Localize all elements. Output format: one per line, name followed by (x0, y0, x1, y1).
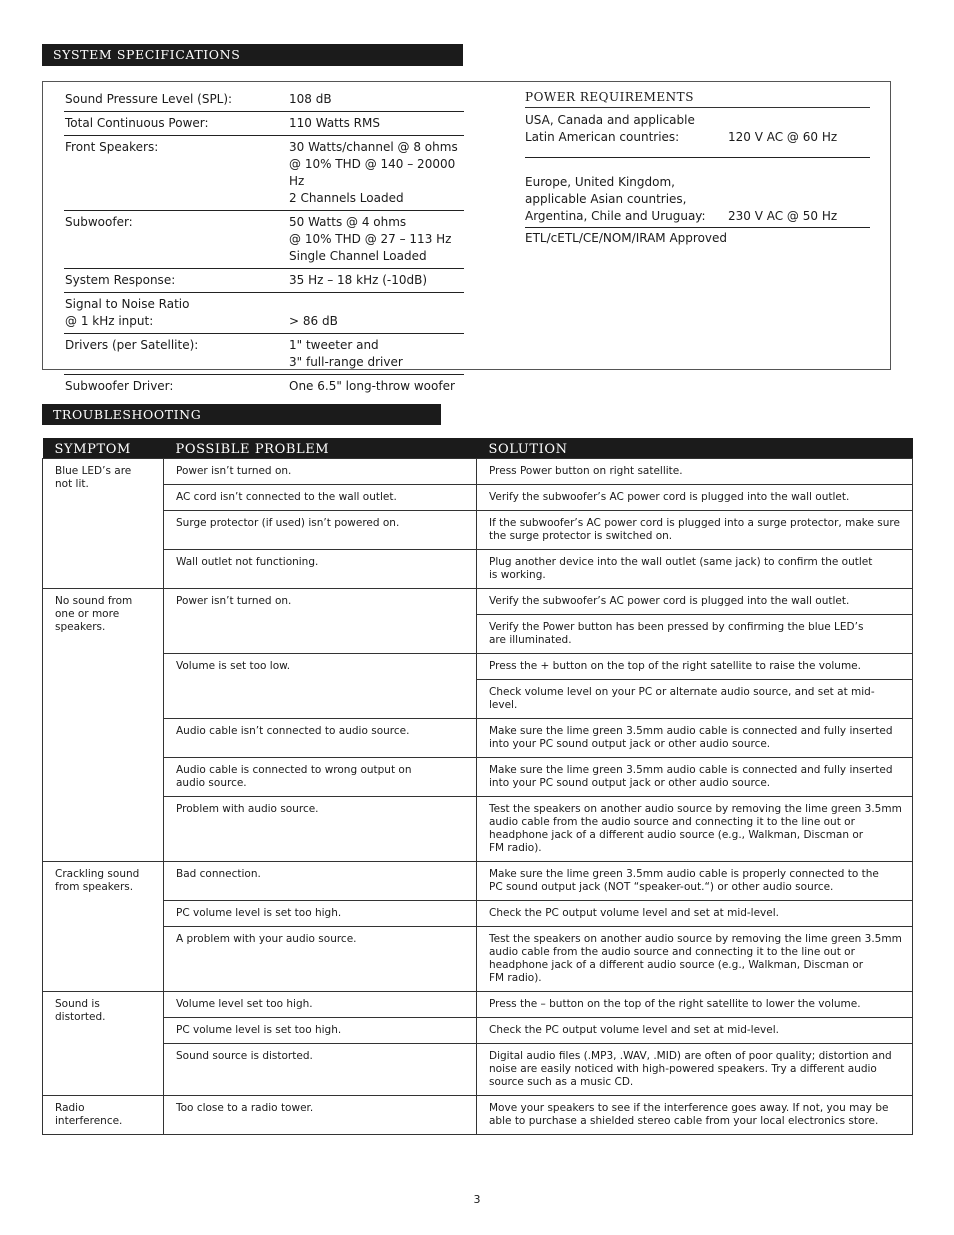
spec-value: 110 Watts RMS (289, 116, 380, 130)
table-row (43, 758, 913, 797)
problem-cell: Volume level set too high. (164, 992, 477, 1018)
power-region: USA, Canada and applicable Latin American countries: (525, 113, 695, 144)
problem-cell: Bad connection. (164, 862, 477, 901)
problem-cell: Sound source is distorted. (164, 1044, 477, 1096)
spec-row (64, 136, 464, 211)
approval-text: ETL/cETL/CE/NOM/IRAM Approved (525, 231, 728, 245)
symptom-cell: Crackling sound from speakers. (43, 862, 164, 992)
solution-cell: Check volume level on your PC or alternate audio source, and set at mid-level. (477, 680, 913, 719)
solution-cell: Make sure the lime green 3.5mm audio cable is connected and fully inserted into your PC sound output jack or other audio source. (477, 719, 913, 758)
solution-cell: Verify the subwoofer’s AC power cord is plugged into the wall outlet. (477, 485, 913, 511)
possible-problem-header: POSSIBLE PROBLEM (164, 438, 477, 459)
solution-cell: Test the speakers on another audio source by removing the lime green 3.5mm audio cable from the audio source and connecting it to the line out or headphone jack of a different audio source (e.g., Walkman, Discman or FM radio). (477, 797, 913, 862)
power-region: Europe, United Kingdom, applicable Asian countries, Argentina, Chile and Uruguay: (525, 175, 706, 223)
page-number: 3 (473, 1193, 481, 1206)
problem-cell: A problem with your audio source. (164, 927, 477, 992)
power-voltage: 230 V AC @ 50 Hz (728, 209, 838, 223)
spec-row (64, 375, 464, 399)
table-row (43, 1018, 913, 1044)
spec-row (64, 112, 464, 136)
table-row (43, 511, 913, 550)
problem-cell: Volume is set too low. (164, 654, 477, 719)
power-requirements-heading: POWER REQUIREMENTS (525, 90, 870, 108)
power-group (525, 158, 870, 228)
spec-label: Subwoofer: (65, 215, 133, 229)
table-row (43, 719, 913, 758)
solution-cell: Verify the subwoofer’s AC power cord is plugged into the wall outlet. (477, 589, 913, 615)
problem-cell: PC volume level is set too high. (164, 901, 477, 927)
table-row (43, 485, 913, 511)
solution-cell: If the subwoofer’s AC power cord is plugged into a surge protector, make sure the surge protector is switched on. (477, 511, 913, 550)
table-row (43, 459, 913, 485)
solution-cell: Press Power button on right satellite. (477, 459, 913, 485)
problem-cell: Surge protector (if used) isn’t powered on. (164, 511, 477, 550)
solution-cell: Press the – button on the top of the right satellite to lower the volume. (477, 992, 913, 1018)
symptom-cell: No sound from one or more speakers. (43, 589, 164, 862)
system-specifications-heading: SYSTEM SPECIFICATIONS (42, 44, 463, 66)
problem-cell: Power isn’t turned on. (164, 589, 477, 654)
spec-value: One 6.5" long-throw woofer (289, 379, 455, 393)
spec-label: Signal to Noise Ratio @ 1 kHz input: (65, 297, 190, 328)
spec-label: Drivers (per Satellite): (65, 338, 199, 352)
table-row (43, 1044, 913, 1096)
table-row (43, 862, 913, 901)
symptom-cell: Blue LED’s are not lit. (43, 459, 164, 589)
problem-cell: AC cord isn’t connected to the wall outlet. (164, 485, 477, 511)
power-group (525, 108, 870, 158)
solution-cell: Check the PC output volume level and set at mid-level. (477, 901, 913, 927)
table-row (43, 901, 913, 927)
specifications-box (42, 81, 891, 393)
problem-cell: Wall outlet not functioning. (164, 550, 477, 589)
spec-value: 108 dB (289, 92, 332, 106)
spec-label: Front Speakers: (65, 140, 159, 154)
spec-row (64, 293, 464, 334)
spec-row (64, 334, 464, 375)
spec-label: Sound Pressure Level (SPL): (65, 92, 233, 106)
problem-cell: Problem with audio source. (164, 797, 477, 862)
table-row (43, 550, 913, 589)
spec-row (64, 269, 464, 293)
spec-label: Subwoofer Driver: (65, 379, 174, 393)
solution-cell: Test the speakers on another audio source by removing the lime green 3.5mm audio cable from the audio source and connecting it to the line out or headphone jack of a different audio source (e.g., Walkman, Discman or FM radio). (477, 927, 913, 992)
solution-header: SOLUTION (477, 438, 913, 459)
spec-label: Total Continuous Power: (65, 116, 209, 130)
table-row (43, 589, 913, 615)
power-requirements (525, 90, 870, 245)
spec-value: 50 Watts @ 4 ohms @ 10% THD @ 27 – 113 Hz Single Channel Loaded (289, 215, 452, 263)
problem-cell: Power isn’t turned on. (164, 459, 477, 485)
power-voltage: 120 V AC @ 60 Hz (728, 130, 838, 144)
solution-cell: Verify the Power button has been pressed by confirming the blue LED’s are illuminated. (477, 615, 913, 654)
table-row (43, 797, 913, 862)
problem-cell: PC volume level is set too high. (164, 1018, 477, 1044)
solution-cell: Plug another device into the wall outlet (same jack) to confirm the outlet is working. (477, 550, 913, 589)
problem-cell: Too close to a radio tower. (164, 1096, 477, 1135)
spec-value: 35 Hz – 18 kHz (-10dB) (289, 273, 428, 287)
symptom-cell: Sound is distorted. (43, 992, 164, 1096)
symptom-header: SYMPTOM (43, 438, 164, 459)
symptom-cell: Radio interference. (43, 1096, 164, 1135)
table-row (43, 927, 913, 992)
troubleshooting-heading: TROUBLESHOOTING (42, 404, 441, 425)
table-row (43, 992, 913, 1018)
table-row (43, 1096, 913, 1135)
problem-cell: Audio cable is connected to wrong output on audio source. (164, 758, 477, 797)
spec-row (64, 211, 464, 269)
spec-label: System Response: (65, 273, 176, 287)
solution-cell: Press the + button on the top of the right satellite to raise the volume. (477, 654, 913, 680)
solution-cell: Move your speakers to see if the interference goes away. If not, you may be able to purchase a shielded stereo cable from your local electronics store. (477, 1096, 913, 1135)
solution-cell: Digital audio files (.MP3, .WAV, .MID) are often of poor quality; distortion and noise are easily noticed with high-powered speakers. Try a different audio source such as a music CD. (477, 1044, 913, 1096)
specifications-table (64, 88, 464, 398)
spec-value: 30 Watts/channel @ 8 ohms @ 10% THD @ 140 – 20000 Hz 2 Channels Loaded (289, 140, 458, 205)
troubleshooting-table (42, 438, 913, 1135)
solution-cell: Check the PC output volume level and set at mid-level. (477, 1018, 913, 1044)
solution-cell: Make sure the lime green 3.5mm audio cable is properly connected to the PC sound output jack (NOT “speaker-out.“) or other audio source. (477, 862, 913, 901)
problem-cell: Audio cable isn’t connected to audio source. (164, 719, 477, 758)
solution-cell: Make sure the lime green 3.5mm audio cable is connected and fully inserted into your PC sound output jack or other audio source. (477, 758, 913, 797)
table-row (43, 654, 913, 680)
spec-value: 1" tweeter and 3" full-range driver (289, 338, 403, 369)
spec-value: > 86 dB (289, 314, 338, 328)
spec-row (64, 88, 464, 112)
